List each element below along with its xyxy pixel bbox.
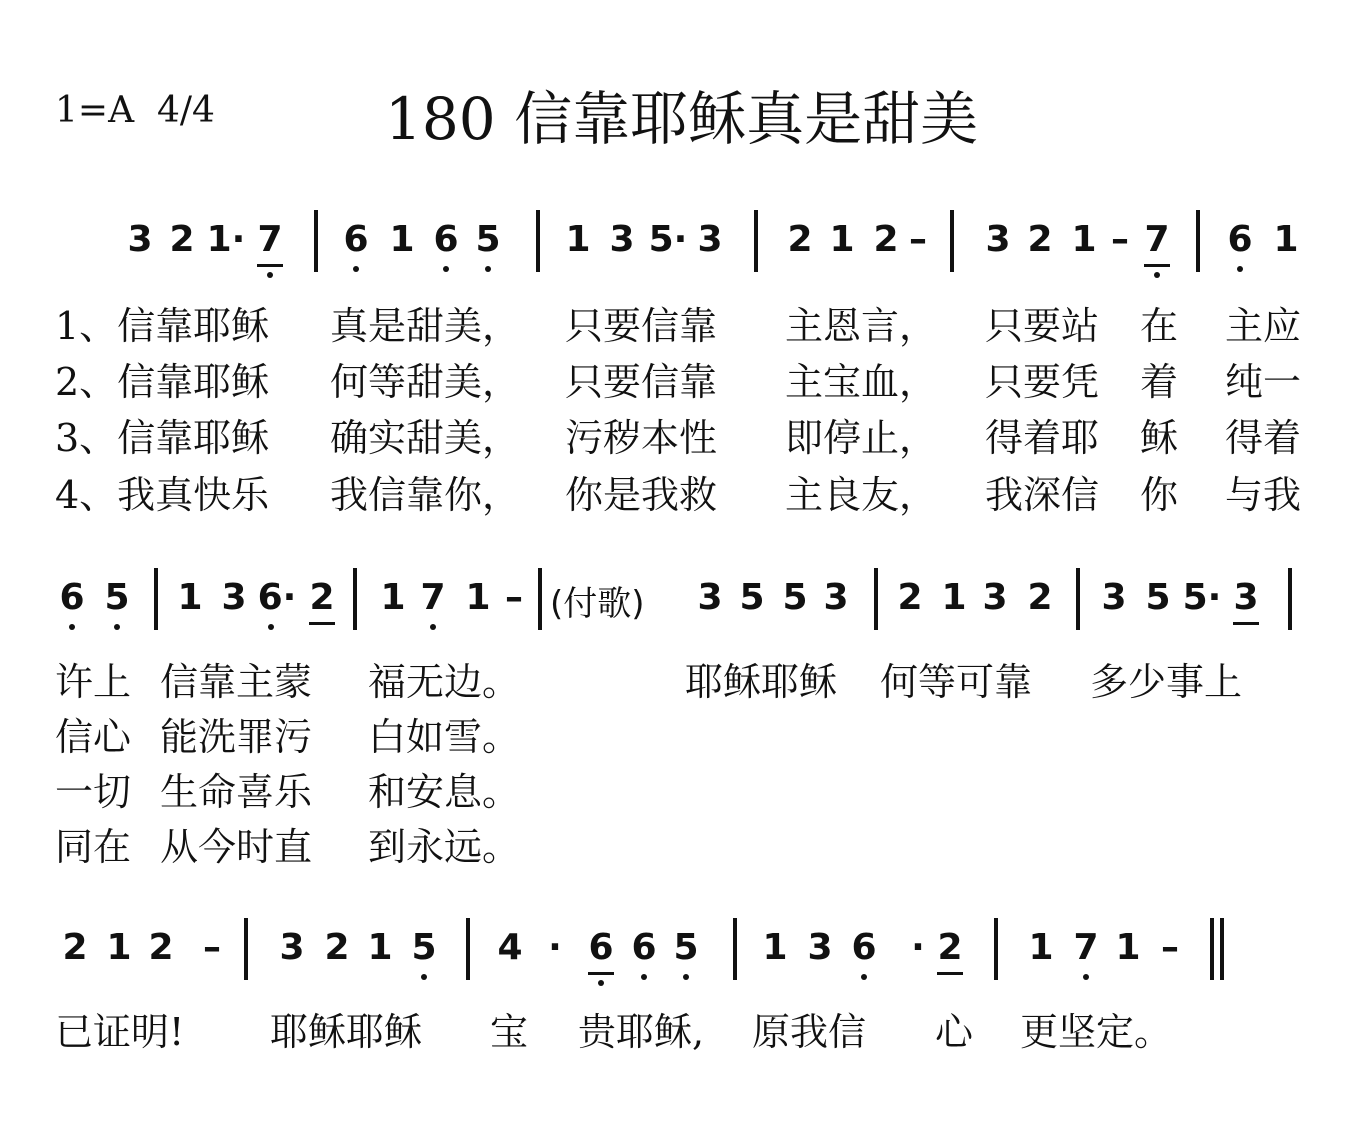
lyric-phrase: 更坚定。 bbox=[1020, 1010, 1173, 1054]
note: 1 bbox=[106, 927, 132, 968]
note: 3 bbox=[221, 577, 247, 618]
lyric-phrase: 原我信 bbox=[752, 1010, 867, 1054]
note: 1 bbox=[1115, 927, 1141, 968]
note: 3 bbox=[982, 577, 1008, 618]
note: 2 bbox=[897, 577, 923, 618]
lower-octave-dot bbox=[268, 624, 274, 630]
lower-octave-dot bbox=[861, 974, 867, 980]
note: 5 bbox=[782, 577, 808, 618]
note: 3 bbox=[1101, 577, 1127, 618]
note: 2 bbox=[62, 927, 88, 968]
lyric-phrase: 一切 bbox=[55, 770, 132, 814]
lyric-phrase: 只要站 bbox=[985, 304, 1100, 348]
lyric-phrase: 你 bbox=[1140, 473, 1179, 517]
note: 2 bbox=[787, 219, 813, 260]
lyric-phrase: 2、信靠耶稣 bbox=[55, 360, 270, 404]
note: 1 bbox=[565, 219, 591, 260]
note: 6 bbox=[59, 577, 85, 618]
note: 1 bbox=[465, 577, 491, 618]
note: 1 bbox=[389, 219, 415, 260]
lower-octave-dot bbox=[443, 266, 449, 272]
note: – bbox=[1161, 927, 1179, 968]
lyric-phrase: 和安息。 bbox=[368, 770, 521, 814]
lyric-phrase: 3、信靠耶稣 bbox=[55, 416, 270, 460]
note: 5 bbox=[673, 927, 699, 968]
lyric-phrase: 与我 bbox=[1225, 473, 1302, 517]
note: 7 bbox=[257, 219, 283, 260]
lyric-phrase: 生命喜乐 bbox=[160, 770, 313, 814]
lyric-phrase: 耶稣耶稣 bbox=[685, 660, 838, 704]
key-signature: 1=A 4/4 bbox=[55, 90, 215, 131]
lower-octave-dot bbox=[1154, 272, 1160, 278]
lyric-phrase: 到永远。 bbox=[368, 825, 521, 869]
barline bbox=[244, 918, 248, 980]
lyric-phrase: 宝 bbox=[490, 1010, 529, 1054]
note: 6 bbox=[851, 927, 877, 968]
lyric-phrase: 信靠主蒙 bbox=[160, 660, 313, 704]
note: 6 bbox=[588, 927, 614, 968]
lyric-phrase: 心 bbox=[935, 1010, 974, 1054]
note: 5 bbox=[475, 219, 501, 260]
note: 1 bbox=[829, 219, 855, 260]
barline bbox=[538, 568, 542, 630]
note: 1 bbox=[1071, 219, 1097, 260]
lyric-phrase: 福无边。 bbox=[368, 660, 521, 704]
barline bbox=[154, 568, 158, 630]
chorus-label: (付歌) bbox=[550, 584, 645, 624]
lower-octave-dot bbox=[1237, 266, 1243, 272]
lower-octave-dot bbox=[267, 272, 273, 278]
final-barline bbox=[1220, 918, 1224, 980]
underline-beam bbox=[1233, 622, 1259, 625]
note: 7 bbox=[420, 577, 446, 618]
barline bbox=[1288, 568, 1292, 630]
note: 2 bbox=[1027, 577, 1053, 618]
note: – bbox=[909, 219, 927, 260]
barline bbox=[874, 568, 878, 630]
lower-octave-dot bbox=[598, 980, 604, 986]
lyric-phrase: 何等可靠 bbox=[880, 660, 1033, 704]
notation-line-1 bbox=[0, 219, 1349, 302]
note: 6· bbox=[257, 577, 297, 618]
lyric-phrase: 何等甜美， bbox=[330, 360, 521, 404]
note: – bbox=[505, 577, 523, 618]
note: 1 bbox=[380, 577, 406, 618]
lyric-phrase: 真是甜美， bbox=[330, 304, 521, 348]
lyric-phrase: 主宝血， bbox=[785, 360, 938, 404]
note: 3 bbox=[823, 577, 849, 618]
final-barline bbox=[1210, 918, 1214, 980]
note: 5 bbox=[1145, 577, 1171, 618]
lower-octave-dot bbox=[485, 266, 491, 272]
lyric-phrase: 稣 bbox=[1140, 416, 1179, 460]
note: · bbox=[911, 927, 925, 968]
note: 2 bbox=[169, 219, 195, 260]
lyric-phrase: 从今时直 bbox=[160, 825, 313, 869]
note: 6 bbox=[433, 219, 459, 260]
note: 4 bbox=[497, 927, 523, 968]
note: 1 bbox=[1028, 927, 1054, 968]
lyric-phrase: 在 bbox=[1140, 304, 1179, 348]
lower-octave-dot bbox=[421, 974, 427, 980]
note: 5 bbox=[104, 577, 130, 618]
note: 2 bbox=[937, 927, 963, 968]
note: 3 bbox=[1233, 577, 1259, 618]
note: 3 bbox=[985, 219, 1011, 260]
barline bbox=[994, 918, 998, 980]
barline bbox=[754, 210, 758, 272]
note: 6 bbox=[1227, 219, 1253, 260]
lower-octave-dot bbox=[430, 624, 436, 630]
lyric-phrase: 只要凭 bbox=[985, 360, 1100, 404]
lyric-phrase: 许上 bbox=[55, 660, 132, 704]
lyric-phrase: 多少事上 bbox=[1090, 660, 1243, 704]
lyric-phrase: 我信靠你， bbox=[330, 473, 521, 517]
lyric-phrase: 只要信靠 bbox=[565, 304, 718, 348]
barline bbox=[733, 918, 737, 980]
note: 3 bbox=[697, 577, 723, 618]
lyric-phrase: 即停止， bbox=[785, 416, 938, 460]
lyric-phrase: 我深信 bbox=[985, 473, 1100, 517]
note: – bbox=[203, 927, 221, 968]
barline bbox=[1076, 568, 1080, 630]
note: 3 bbox=[127, 219, 153, 260]
note: · bbox=[548, 927, 562, 968]
note: 2 bbox=[324, 927, 350, 968]
note: 1 bbox=[762, 927, 788, 968]
underline-beam bbox=[937, 972, 963, 975]
barline bbox=[536, 210, 540, 272]
notation-line-3 bbox=[0, 927, 1349, 1010]
lyric-phrase: 纯一 bbox=[1225, 360, 1302, 404]
lyric-phrase: 耶稣耶稣 bbox=[270, 1010, 423, 1054]
note: 6 bbox=[343, 219, 369, 260]
note: 6 bbox=[631, 927, 657, 968]
underline-beam bbox=[309, 622, 335, 625]
lyric-phrase: 1、信靠耶稣 bbox=[55, 304, 270, 348]
lower-octave-dot bbox=[69, 624, 75, 630]
note: 3 bbox=[609, 219, 635, 260]
note: 2 bbox=[1027, 219, 1053, 260]
barline bbox=[314, 210, 318, 272]
lower-octave-dot bbox=[683, 974, 689, 980]
note: 7 bbox=[1073, 927, 1099, 968]
underline-beam bbox=[1144, 264, 1170, 267]
lyric-phrase: 得着 bbox=[1225, 416, 1302, 460]
barline bbox=[466, 918, 470, 980]
note: 3 bbox=[279, 927, 305, 968]
lyric-phrase: 得着耶 bbox=[985, 416, 1100, 460]
note: 7 bbox=[1144, 219, 1170, 260]
note: 1 bbox=[941, 577, 967, 618]
lyric-phrase: 白如雪。 bbox=[368, 715, 521, 759]
lyric-phrase: 已证明! bbox=[55, 1010, 185, 1054]
barline bbox=[353, 568, 357, 630]
lower-octave-dot bbox=[353, 266, 359, 272]
lower-octave-dot bbox=[114, 624, 120, 630]
lyric-phrase: 主恩言， bbox=[785, 304, 938, 348]
note: 5· bbox=[648, 219, 688, 260]
lyric-phrase: 确实甜美， bbox=[330, 416, 521, 460]
lyric-phrase: 贵耶稣, bbox=[578, 1010, 705, 1054]
note: – bbox=[1111, 219, 1129, 260]
note: 2 bbox=[873, 219, 899, 260]
lyric-phrase: 主良友， bbox=[785, 473, 938, 517]
note: 1 bbox=[367, 927, 393, 968]
lyric-phrase: 主应 bbox=[1225, 304, 1302, 348]
lyric-phrase: 污秽本性 bbox=[565, 416, 718, 460]
note: 2 bbox=[309, 577, 335, 618]
note: 1 bbox=[177, 577, 203, 618]
note: 1· bbox=[206, 219, 246, 260]
lower-octave-dot bbox=[641, 974, 647, 980]
lyric-phrase: 只要信靠 bbox=[565, 360, 718, 404]
lyric-phrase: 你是我救 bbox=[565, 473, 718, 517]
note: 5 bbox=[739, 577, 765, 618]
note: 5· bbox=[1182, 577, 1222, 618]
barline bbox=[1196, 210, 1200, 272]
lyric-phrase: 4、我真快乐 bbox=[55, 473, 270, 517]
notation-line-2 bbox=[0, 577, 1349, 660]
note: 3 bbox=[807, 927, 833, 968]
lyric-phrase: 信心 bbox=[55, 715, 132, 759]
lower-octave-dot bbox=[1083, 974, 1089, 980]
hymn-title: 180 信靠耶稣真是甜美 bbox=[385, 85, 979, 153]
note: 3 bbox=[697, 219, 723, 260]
lyric-phrase: 同在 bbox=[55, 825, 132, 869]
note: 1 bbox=[1273, 219, 1299, 260]
underline-beam bbox=[588, 972, 614, 975]
underline-beam bbox=[257, 264, 283, 267]
barline bbox=[950, 210, 954, 272]
note: 5 bbox=[411, 927, 437, 968]
lyric-phrase: 能洗罪污 bbox=[160, 715, 313, 759]
note: 2 bbox=[148, 927, 174, 968]
lyric-phrase: 着 bbox=[1140, 360, 1179, 404]
